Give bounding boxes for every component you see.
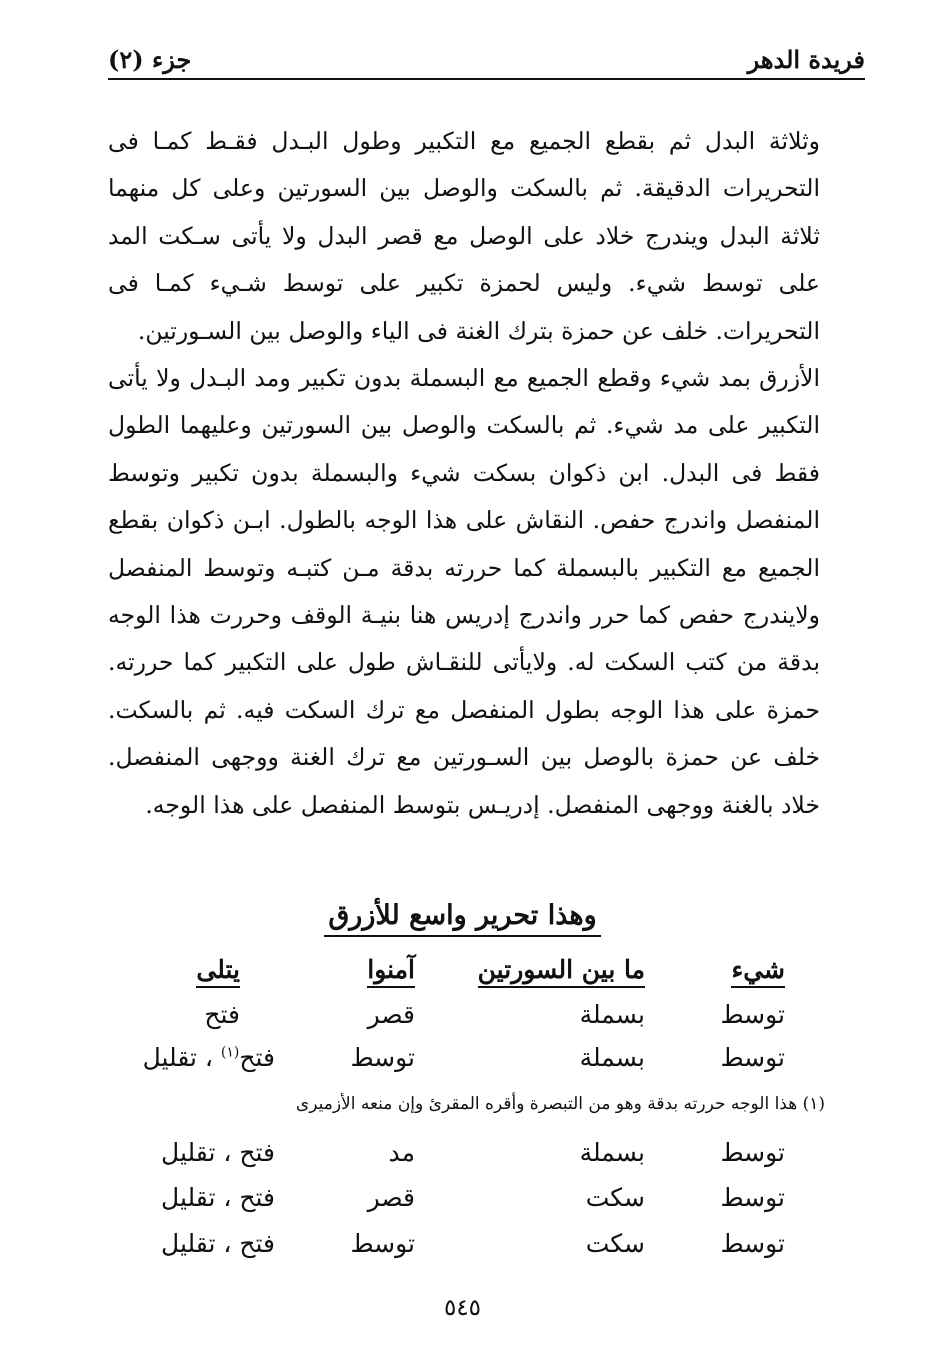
table-cell [143, 1043, 275, 1072]
page-number: ٥٤٥ [443, 1295, 482, 1321]
table-cell: قصر [367, 1183, 415, 1212]
page-header [108, 28, 865, 80]
table-cell: توسط [720, 1183, 785, 1212]
table-cell: سكت [585, 1183, 645, 1212]
table-cell-text: فتح [239, 1043, 275, 1072]
paragraph: وثلاثة البدل ثم بقطع الجميع مع التكبير وطول البـدل فقـط كمـا فى التحريرات الدقيقة. ثم بالسكت والوصل بين السورتين وعلى كل منهما ثلاثة البدل ويندرج خلاد على الوصل مع قصر البدل ولا يأتى سـكت المد على توسط شيء. وليس لحمزة تكبير على توسط شـيء كمـا فى التحريرات. خلف عن حمزة بترك الغنة فى الياء والوصل بين السـورتين. [108, 127, 820, 345]
table-cell: توسط [720, 1229, 785, 1258]
table-cell: بسملة [579, 1138, 645, 1167]
table-cell: توسط [720, 1138, 785, 1167]
column-header: شيء [731, 955, 785, 988]
section-title-text: وهذا تحرير واسع للأزرق [324, 900, 600, 937]
table-cell: بسملة [579, 1000, 645, 1029]
section-title [0, 900, 925, 931]
table-cell: توسط [350, 1043, 415, 1072]
column-header: آمنوا [367, 955, 415, 988]
column-header: يتلى [196, 955, 240, 988]
part-label: جزء (٢) [108, 45, 192, 74]
table-cell: بسملة [579, 1043, 645, 1072]
table-cell: قصر [367, 1000, 415, 1029]
footnote: (١) هذا الوجه حررته بدقة وهو من التبصرة وأقره المقرئ وإن منعه الأزميرى [295, 1094, 825, 1114]
table-cell: توسط [720, 1043, 785, 1072]
table-cell: فتح ، تقليل [161, 1183, 275, 1212]
table-cell: توسط [720, 1000, 785, 1029]
table-cell: فتح ، تقليل [161, 1229, 275, 1258]
column-header: ما بين السورتين [478, 955, 645, 988]
body-text [108, 118, 820, 829]
table-cell: مد [388, 1138, 415, 1167]
table-cell: سكت [585, 1229, 645, 1258]
table-cell: توسط [350, 1229, 415, 1258]
running-book-title: فريدة الدهر [747, 45, 865, 74]
footnote-marker: (١) [220, 1044, 240, 1061]
table-cell: فتح [204, 1000, 240, 1029]
table-cell: فتح ، تقليل [161, 1138, 275, 1167]
table-cell-extra: ، تقليل [142, 1043, 213, 1072]
paragraph: الأزرق بمد شيء وقطع الجميع مع البسملة بدون تكبير ومد البـدل ولا يأتى التكبير على مد شيء. ثم بالسكت والوصل بين السورتين وعليهما الطول فقط فى البدل. ابن ذكوان بسكت شيء والبسملة بدون تكبير وتوسط المنفصل واندرج حفص. النقاش على هذا الوجه بالطول. ابـن ذكوان بقطع الجميع مع التكبير بالبسملة كما حررته بدقة مـن كتبـه وتوسط المنفصل ولايندرج حفص كما حرر واندرج إدريس هنا بنيـة الوقف وحررت هذا الوجه بدقة من كتب السكت له. ولايأتى للنقـاش طول على التكبير كما حررته. حمزة على هذا الوجه بطول المنفصل مع ترك السكت فيه. ثم بالسكت. خلف عن حمزة بالوصل بين السـورتين مع ترك الغنة ووجهى المنفصل. خلاد بالغنة ووجهى المنفصل. إدريـس بتوسط المنفصل على هذا الوجه. [108, 364, 820, 819]
